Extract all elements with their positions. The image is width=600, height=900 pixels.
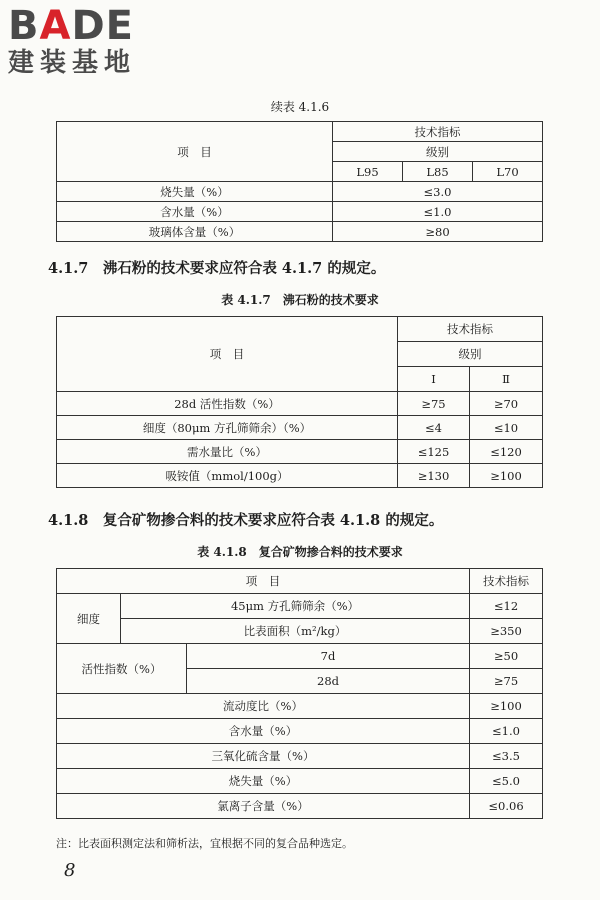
row-value: ≥75 — [398, 392, 470, 416]
table-row — [57, 182, 543, 202]
grade-header: 级别 — [398, 342, 543, 367]
logo-wordmark: BADE — [8, 3, 134, 49]
row-value: ≤3.5 — [470, 744, 543, 769]
row-value: ≤3.0 — [333, 182, 543, 202]
row-value: ≥75 — [470, 669, 543, 694]
row-value: ≤5.0 — [470, 769, 543, 794]
row-label: 7d — [187, 644, 470, 669]
item-header: 项 目 — [57, 122, 333, 182]
row-label: 需水量比（%） — [57, 440, 398, 464]
table-row — [57, 222, 543, 242]
table-4-1-6-caption: 续表 4.1.6 — [270, 100, 330, 114]
row-label: 氯离子含量（%） — [57, 794, 470, 819]
row-value: ≤0.06 — [470, 794, 543, 819]
table-row — [57, 594, 543, 619]
row-label: 含水量（%） — [57, 719, 470, 744]
table-row — [57, 464, 543, 488]
row-label: 流动度比（%） — [57, 694, 470, 719]
table-note: 注：比表面积测定法和筛析法，宜根据不同的复合品种选定。 — [56, 837, 353, 850]
row-value: ≥70 — [470, 392, 543, 416]
table-row — [57, 644, 543, 669]
row-value: ≤10 — [470, 416, 543, 440]
row-value: ≤12 — [470, 594, 543, 619]
table-row — [57, 392, 543, 416]
row-value: ≥80 — [333, 222, 543, 242]
table-row — [57, 769, 543, 794]
table-row — [57, 794, 543, 819]
row-label: 烧失量（%） — [57, 182, 333, 202]
row-label: 玻璃体含量（%） — [57, 222, 333, 242]
indicator-header: 技术指标 — [398, 317, 543, 342]
table-row — [57, 744, 543, 769]
row-label: 烧失量（%） — [57, 769, 470, 794]
row-label: 含水量（%） — [57, 202, 333, 222]
row-value: ≤125 — [398, 440, 470, 464]
row-label: 28d — [187, 669, 470, 694]
table-row — [57, 202, 543, 222]
row-value: ≤1.0 — [470, 719, 543, 744]
row-value: ≤120 — [470, 440, 543, 464]
bade-logo — [8, 4, 178, 78]
grade-cell: Ⅱ — [470, 367, 543, 392]
table-4-1-8-caption: 表 4.1.8 复合矿物掺合料的技术要求 — [197, 545, 403, 559]
table-4-1-7-caption: 表 4.1.7 沸石粉的技术要求 — [221, 293, 379, 307]
clause-4-1-8: 4.1.8 复合矿物掺合料的技术要求应符合表 4.1.8 的规定。 — [48, 512, 444, 529]
indicator-header: 技术指标 — [470, 569, 543, 594]
grade-cell: L85 — [403, 162, 473, 182]
table-row — [57, 619, 543, 644]
page-number: 8 — [64, 860, 76, 881]
row-value: ≥350 — [470, 619, 543, 644]
row-label: 细度（80μm 方孔筛筛余）（%） — [57, 416, 398, 440]
fineness-label: 细度 — [57, 594, 121, 644]
table-row — [57, 719, 543, 744]
row-label: 三氧化硫含量（%） — [57, 744, 470, 769]
row-label: 比表面积（m²/kg） — [121, 619, 470, 644]
grade-cell: L95 — [333, 162, 403, 182]
grade-header: 级别 — [333, 142, 543, 162]
table-row — [57, 440, 543, 464]
indicator-header: 技术指标 — [333, 122, 543, 142]
table-row — [57, 694, 543, 719]
clause-4-1-7: 4.1.7 沸石粉的技术要求应符合表 4.1.7 的规定。 — [48, 260, 386, 277]
row-label: 45μm 方孔筛筛余（%） — [121, 594, 470, 619]
row-label: 28d 活性指数（%） — [57, 392, 398, 416]
row-value: ≥130 — [398, 464, 470, 488]
logo-subtitle: 建装基地 — [8, 48, 137, 78]
grade-cell: L70 — [473, 162, 543, 182]
row-value: ≥100 — [470, 464, 543, 488]
row-value: ≤1.0 — [333, 202, 543, 222]
item-header: 项 目 — [57, 569, 470, 594]
grade-cell: Ⅰ — [398, 367, 470, 392]
table-4-1-8 — [56, 568, 543, 819]
activity-label: 活性指数（%） — [57, 644, 187, 694]
table-4-1-6 — [56, 121, 543, 242]
item-header: 项 目 — [57, 317, 398, 392]
row-value: ≤4 — [398, 416, 470, 440]
table-4-1-7 — [56, 316, 543, 488]
row-value: ≥50 — [470, 644, 543, 669]
row-value: ≥100 — [470, 694, 543, 719]
table-row — [57, 416, 543, 440]
row-label: 吸铵值（mmol/100g） — [57, 464, 398, 488]
